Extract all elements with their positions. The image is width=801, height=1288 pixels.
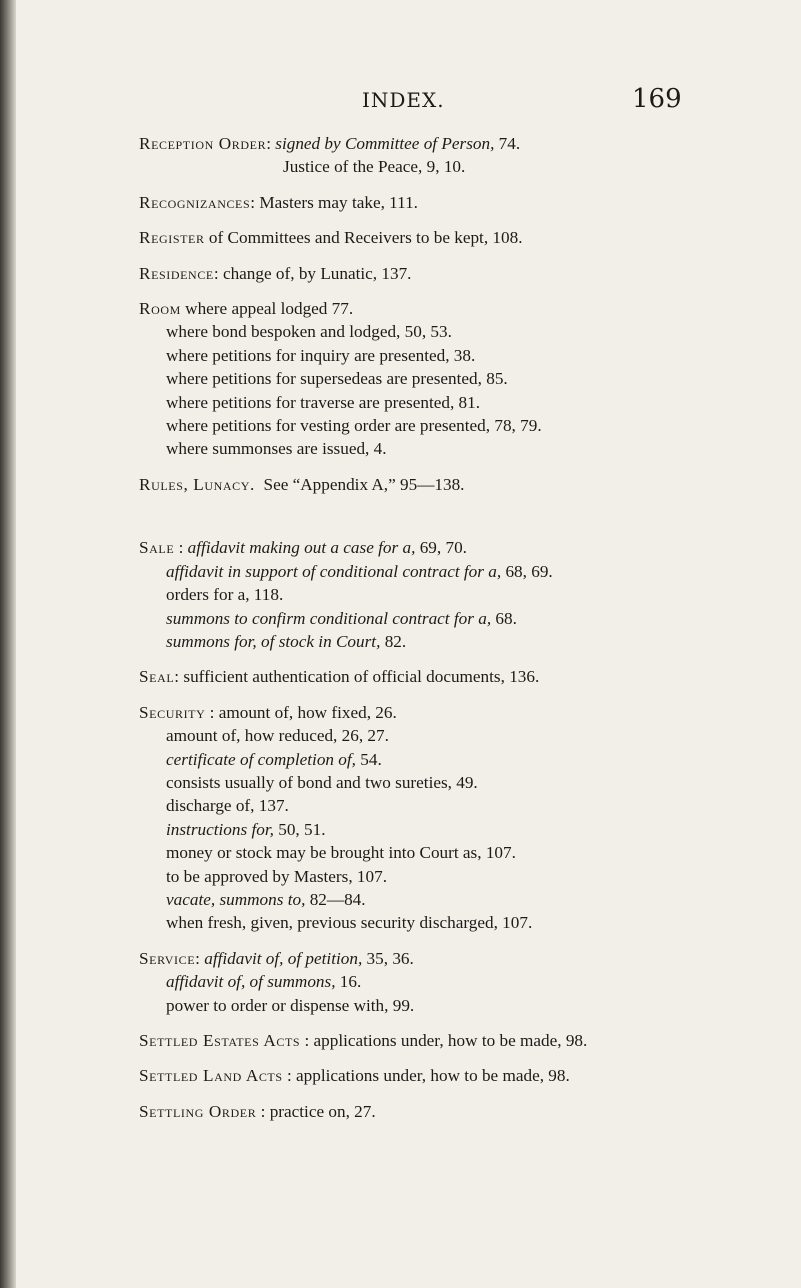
entry-heading: Settled Estates Acts	[139, 1031, 301, 1050]
subline-text: when fresh, given, previous security discharged, 107.	[166, 913, 533, 933]
subline-text: money or stock may be brought into Court as, 107.	[166, 843, 516, 863]
entry-text: Masters may take, 111.	[259, 192, 418, 212]
entry-heading: Rules, Lunacy.	[139, 474, 255, 494]
subline-text: 68.	[491, 608, 517, 628]
entry-heading: Room	[139, 299, 181, 319]
subline-text: consists usually of bond and two sureties, 49.	[166, 772, 478, 792]
index-entry-settled-land-acts	[139, 1064, 779, 1087]
subline-text: 54.	[355, 749, 382, 769]
entry-text: See “Appendix A,” 95—138.	[263, 474, 465, 494]
entry-line: Sale : affidavit making out a case for a, 69, 70.	[139, 538, 467, 558]
entry-subline	[139, 583, 779, 606]
entry-subline: where petitions for inquiry are presented, 38.	[166, 345, 476, 365]
entry-line: Residence: change of, by Lunatic, 137.	[139, 263, 412, 283]
index-entry-settled-estates-acts	[139, 1029, 779, 1052]
entry-line: Settling Order : practice on, 27.	[139, 1101, 376, 1121]
entry-heading: Service	[139, 948, 196, 968]
subline-text: 16.	[335, 972, 362, 992]
entry-line: Service: affidavit of, of petition, 35, 36.	[139, 948, 414, 968]
entry-italic-text: affidavit of, of petition,	[204, 948, 363, 968]
entry-italic-text: signed by Committee of Person,	[275, 134, 495, 153]
subline-text: orders for a, 118.	[166, 585, 284, 605]
entry-line: Seal: sufficient authentication of official documents, 136.	[139, 667, 540, 687]
subline-italic: certificate of completion of,	[166, 749, 356, 769]
subline-italic: vacate, summons to,	[166, 889, 306, 909]
subline-text: discharge of, 137.	[166, 796, 289, 816]
entry-subline	[139, 724, 779, 747]
entry-subline: where summonses are issued, 4.	[166, 439, 387, 459]
subline-italic: summons for, of stock in Court,	[166, 631, 381, 651]
entry-subline	[139, 818, 779, 841]
entry-line	[139, 297, 779, 320]
index-entry-reception-order	[139, 132, 779, 179]
entry-line: Settled Estates Acts : applications under, how to be made, 98.	[139, 1031, 588, 1050]
index-entry-room	[139, 297, 779, 461]
entry-text: practice on, 27.	[269, 1101, 376, 1121]
entry-heading: Settled Land Acts	[139, 1066, 283, 1086]
entry-subline	[139, 994, 779, 1017]
entry-line: Security : amount of, how fixed, 26.	[139, 702, 397, 722]
subline-text: 68, 69.	[501, 561, 553, 581]
entry-subline: where petitions for traverse are presented, 81.	[166, 392, 481, 412]
entry-subline	[139, 970, 779, 993]
index-entry-register	[139, 226, 779, 249]
entry-line: Reception Order: signed by Committee of Person, 74.	[139, 134, 521, 153]
page-binding-edge	[0, 0, 16, 1288]
index-entries	[139, 132, 779, 1135]
subline-italic: affidavit of, of summons,	[166, 972, 336, 992]
entry-heading: Security	[139, 702, 206, 722]
index-entry-sale	[139, 536, 779, 653]
running-title: INDEX.	[362, 88, 445, 112]
subline-italic: summons to confirm conditional contract for a,	[166, 608, 492, 628]
entry-text: 74.	[494, 134, 521, 153]
entry-heading: Seal	[139, 667, 175, 687]
entry-heading: Recognizances	[139, 192, 251, 212]
page-number: 169	[632, 84, 682, 114]
entry-text: applications under, how to be made, 98.	[296, 1066, 570, 1086]
subline-text: 82—84.	[305, 889, 366, 909]
entry-text: of Committees and Receivers to be kept, 108.	[208, 228, 523, 248]
entry-subline	[139, 911, 779, 934]
subline-text: power to order or dispense with, 99.	[166, 995, 415, 1015]
entry-heading: Register	[139, 228, 205, 248]
entry-line: Recognizances: Masters may take, 111.	[139, 192, 418, 212]
entry-heading: Residence	[139, 263, 214, 283]
entry-text: 69, 70.	[415, 538, 467, 558]
subline-italic: instructions for,	[166, 819, 274, 839]
entry-text: amount of, how fixed, 26.	[218, 702, 397, 722]
subline-text: amount of, how reduced, 26, 27.	[166, 726, 389, 746]
entry-line: Settled Land Acts : applications under, how to be made, 98.	[139, 1066, 570, 1086]
entry-subline: where petitions for supersedeas are presented, 85.	[166, 369, 508, 389]
entry-text: sufficient authentication of official documents, 136.	[183, 667, 540, 687]
subline-italic: affidavit in support of conditional contract for a,	[166, 561, 502, 581]
index-entry-residence	[139, 262, 779, 285]
entry-text: 35, 36.	[362, 948, 414, 968]
entry-heading: Sale	[139, 538, 175, 558]
entry-subline: Justice of the Peace, 9, 10.	[283, 157, 466, 177]
entry-line	[139, 226, 779, 249]
entry-heading: Reception Order	[139, 134, 267, 153]
entry-text: applications under, how to be made, 98.	[313, 1031, 588, 1050]
entry-text: change of, by Lunatic, 137.	[222, 263, 412, 283]
entry-subline	[139, 794, 779, 817]
index-entry-service	[139, 947, 779, 1017]
entry-subline	[139, 865, 779, 888]
subline-text: to be approved by Masters, 107.	[166, 866, 388, 886]
index-entry-recognizances	[139, 191, 779, 214]
entry-subline	[139, 771, 779, 794]
entry-line	[139, 473, 779, 496]
entry-subline	[139, 607, 779, 630]
running-header	[0, 84, 801, 122]
entry-subline	[139, 748, 779, 771]
subline-text: 50, 51.	[273, 819, 326, 839]
index-entry-seal	[139, 665, 779, 688]
entry-subline	[139, 630, 779, 653]
entry-text: where appeal lodged 77.	[185, 299, 354, 319]
entry-subline	[139, 560, 779, 583]
index-entry-rules-lunacy	[139, 473, 779, 496]
entry-italic-text: affidavit making out a case for a,	[187, 538, 416, 558]
entry-subline	[139, 888, 779, 911]
subline-text: 82.	[380, 631, 407, 651]
entry-subline: where petitions for vesting order are presented, 78, 79.	[166, 416, 542, 436]
entry-subline	[139, 841, 779, 864]
entry-heading: Settling Order	[139, 1101, 257, 1121]
index-entry-security	[139, 701, 779, 935]
index-entry-settling-order	[139, 1100, 779, 1123]
entry-subline: where bond bespoken and lodged, 50, 53.	[166, 322, 452, 342]
